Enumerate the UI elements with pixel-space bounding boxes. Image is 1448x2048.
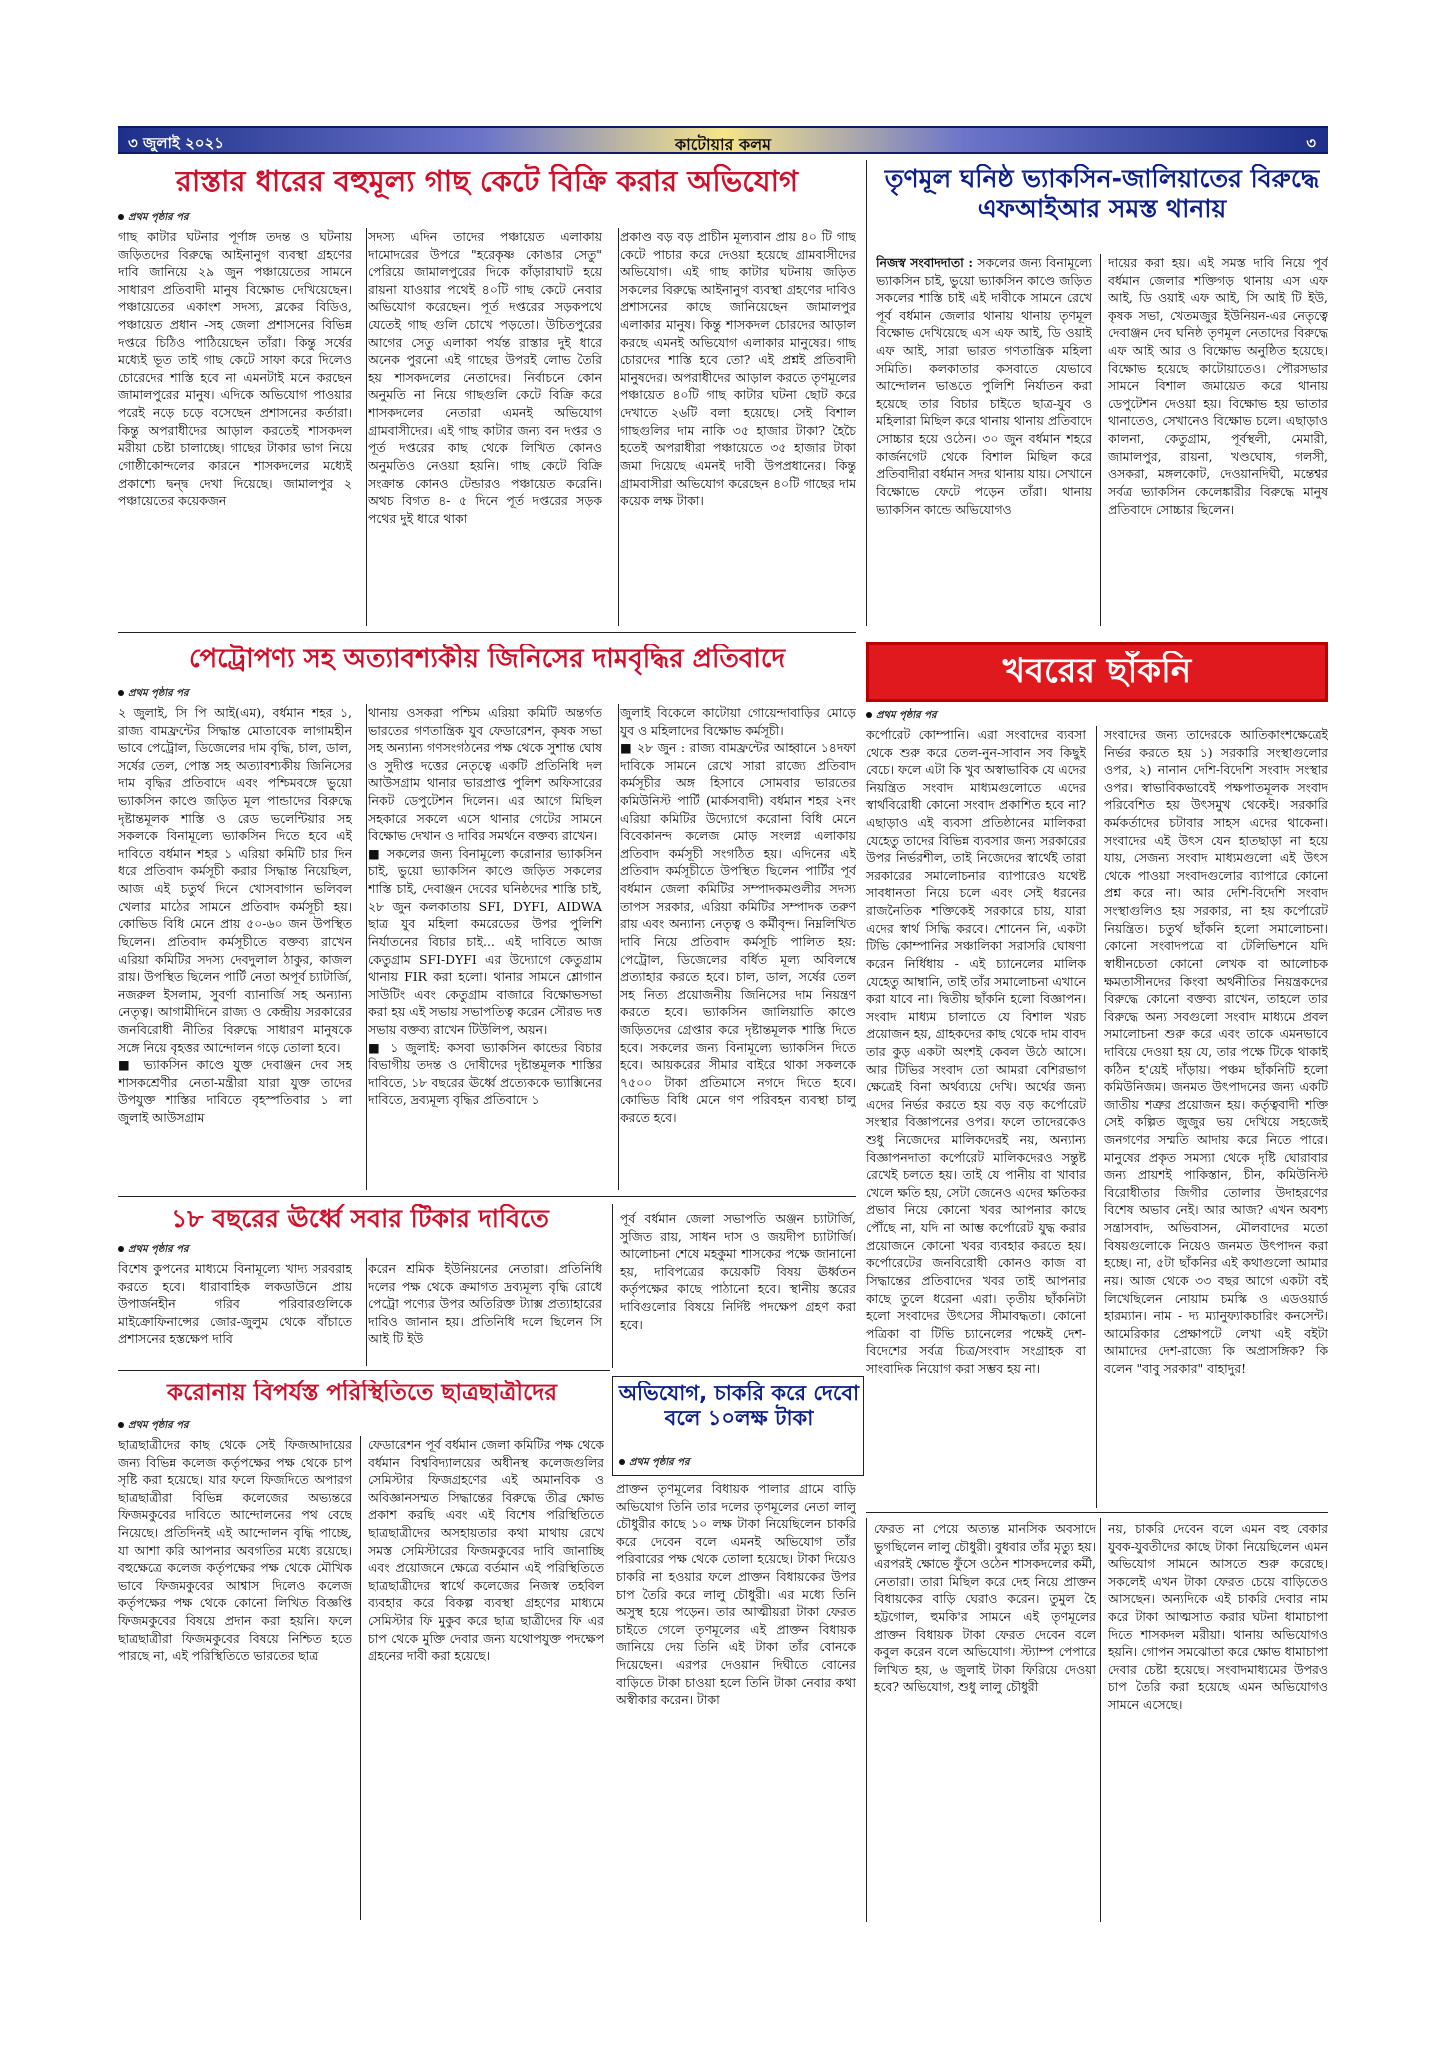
bullet-icon — [866, 712, 872, 718]
page-number: ৩ — [1306, 134, 1316, 152]
continued-tag — [118, 210, 418, 226]
petrol-para-5: ■ ১ জুলাই: কসবা ভ্যাকসিন কান্ডের বিচার বিভাগীয় তদন্ত ও দোষীদের দৃষ্টান্তমূলক শাস্তির দাবিতে, ১৮ বছরের ঊর্ধ্বে প্রত্যেককে ভ্যাক্সিনের দাবিতে, দ্রব্যমূল্য বৃদ্ধির প্রতিবাদে ১ — [368, 1039, 602, 1108]
continued-label: প্রথম পৃষ্ঠার পর — [876, 710, 937, 721]
headline-students: করোনায় বিপর্যস্ত পরিস্থিতিতে ছাত্রছাত্রীদের — [167, 1380, 557, 1406]
continued-tag — [118, 1242, 418, 1258]
paper-name: কাটোয়ার কলম — [674, 135, 772, 154]
shock-col-2: সংবাদের জন্য তাদেরকে আতিকাংশক্ষেত্রেই নির্ভর করতে হয় ১) সরকারি সংস্থাগুলোর ওপর, ২) নানান দেশি-বিদেশি সংবাদ সংস্থার ওপর। স্বাভাবিকভাবেই পক্ষপাতমূলক সংবাদ পরিবেশিত হয় উৎসমুখ থেকেই। সরকারি কর্মকর্তাদের চটাবার সাহস এদের থাকেনা। সংবাদের এই উৎস যেন হাতছাড়া না হয়ে যায়, সেজন্য সংবাদ মাধ্যমগুলো এই উৎস থেকে পাওয়া সংবাদগুলোর ব্যাপারে কোনো প্রশ্ন করে না। আর দেশি-বিদেশি সংবাদ সংস্থাগুলিও হয় সরকার, না হয় কর্পোরেট নিয়ন্ত্রিত। চতুর্থ ছাঁকনি হলো সমালোচনা। কোনো সংবাদপত্রে বা টেলিভিশনে যদি স্বাধীনচেতা কোনো লেখক বা আলোচক ক্ষমতাসীনদের কিংবা অর্থনীতির নিয়ন্ত্রকদের বিরুদ্ধে কোনো বক্তব্য রাখেন, তাহলে তার বিরুদ্ধে অন্য সবগুলো সংবাদ মাধ্যমে প্রবল সমালোচনা শুরু করে এবং তাকে এমনভাবে দাবিয়ে দেওয়া হয় যে, তার পক্ষে টিকে থাকাই কঠিন হ'য়েই দাঁড়ায়। পঞ্চম ছাঁকনিটি হলো কমিউনিজম। জনমত উৎপাদনের জন্য একটি জাতীয় শত্রুর প্রয়োজন হয়। কর্তৃত্ববাদী শক্তি সেই কল্পিত জুজুর ভয় দেখিয়ে সহজেই জনগণের সম্মতি আদায় করে নিতে পারে। মানুষের প্রকৃত সমস্যা থেকে দৃষ্টি ঘোরাবার জন্য প্রায়শই পাকিস্তান, চীন, কমিউনিস্ট বিরোধীতার জিগীর তোলার উদাহরণের বিশেষ অভাব নেই। আর আজ? এখন অবশ্য সন্ত্রাসবাদ, অভিবাসন, মৌলবাদের মতো বিষয়গুলোকে নিয়েও জনমত উৎপাদন করা হচ্ছে। না, ৫টা ছাঁকনির এই কথাগুলো আমার নয়। আজ থেকে ৩৩ বছর আগে একটা বই লিখেছিলেন নোয়াম চমস্কি ও এডওয়ার্ড হারম্যান। নাম - দ্য ম্যানুফ্যাকচারিং কনসেন্ট। আমেরিকার প্রেক্ষাপটে লেখা এই বইটা আমাদের দেশ-রাজ্যে কি অপ্রাসঙ্গিক? কি বলেন "বাবু সরকার" বাহাদুর! — [1104, 727, 1328, 1376]
job-col-2: ফেরত না পেয়ে অত্যন্ত মানসিক অবসাদে ভুগছিলেন লালু চৌধুরী। বুধবার তাঁর মৃত্যু হয়। এরপরই ক্ষোভে ফুঁসে ওঠেন শাসকদলের কর্মী, নেতারা। তারা মিছিল করে দেহ নিয়ে প্রাক্তন বিধায়কের বাড়ি ঘেরাও করেন। তুমুল হৈ হট্টগোল, হুমকি'র সামনে এই তৃণমূলের প্রাক্তন বিধায়ক টাকা ফেরত দেবেন বলে কবুল করেন বলে অভিযোগ। স্ট্যাম্প পেপারে লিখিত হয়, ৬ জুলাই টাকা ফিরিয়ে দেওয়া হবে? অভিযোগ, শুধু লালু চৌধুরী — [874, 1521, 1096, 1695]
byline: নিজস্ব সংবাদদাতা : — [876, 255, 974, 270]
petrol-para-1: ২ জুলাই, সি পি আই(এম), বর্ধমান শহর ১, রাজ্য বামফ্রন্টের সিদ্ধান্ত মোতাবেক লাগামহীন ভাবে পেট্রোল, ডিজেলের দাম বৃদ্ধি, চাল, ডাল, সর্ষের তেল, পোস্ত সহ অত্যাবশ্যকীয় জিনিসের দাম বৃদ্ধির প্রতিবাদে এবং পশ্চিমবঙ্গে ভুয়ো ভ্যাকসিন কাণ্ডে জড়িত মূল পান্ডাদের বিরুদ্ধে দৃষ্টান্তমূলক শাস্তি ও রেড ভলেন্টিয়ার সহ সকলকে বিনামূল্যে ভ্যাকসিন দিতে হবে এই দাবিতে বর্ধমান শহর ১ এরিয়া কমিটি চার দিন ধরে প্রতিবাদ কর্মসূচী করার সিদ্ধান্ত নিয়েছিল, আজ এই চতুর্থ দিনে খোসবাগান ভলিবল খেলার মাঠের সামনে প্রতিবাদ কর্মসূচী হয়। কোভিড বিধি মেনে প্রায় ৫০-৬০ জন উপস্থিত ছিলেন। প্রতিবাদ কর্মসূচীতে বক্তব্য রাখেন এরিয়া কমিটির সদস্য দেবদুলাল ঠাকুর, কাজল রায়। উপস্থিত ছিলেন পার্টি নেতা অপূর্ব চ্যাটার্জি, নজরুল ইসলাম, সুবর্ণা ব্যানার্জি সহ অন্যান্য নেতৃত্ব। আগামীদিনে রাজ্য ও কেন্দ্রীয় সরকারের জনবিরোধী নীতির বিরুদ্ধে সাধারণ মানুষকে সঙ্গে নিয়ে বৃহত্তর আন্দোলন গড়ে তোলা হবে। — [118, 705, 352, 1055]
continued-tag — [619, 1455, 849, 1471]
headline-shock: খবরের ছাঁকনি — [1002, 651, 1192, 691]
article-petrol — [118, 640, 856, 1192]
petrol-col-2 — [368, 704, 602, 1192]
continued-tag — [866, 708, 1086, 724]
continued-label: প্রথম পৃষ্ঠার পর — [128, 1244, 189, 1255]
shock-headline-box — [866, 642, 1328, 702]
job-col-3: নয়, চাকরি দেবেন বলে এমন বহু বেকার যুবক-যুবতীদের কাছে টাকা নিয়েছিলেন এমন অভিযোগ সামনে আসতে শুরু করেছে। সকলেই এখন টাকা ফেরত চেয়ে বাড়িতেও আসছেন। অন্যদিকে এই চাকরি দেবার নাম করে টাকা আত্মসাত করার ঘটনা ধামাচাপা দিতে শাসকদল মরীয়া। থানায় অভিযোগও হয়নি। গোপন সমঝোতা করে ক্ষোভ ধামাচাপা দেবার চেষ্টা হয়েছে। সংবাদমাধ্যমের উপরও চাপ তৈরি করা হয়েছে এমন অভিযোগও সামনে এসেছে। — [1108, 1521, 1328, 1713]
issue-date: ৩ জুলাই ২০২১ — [128, 134, 224, 152]
job-col-1: প্রাক্তন তৃণমূলের বিধায়ক পালার গ্রামে বাড়ি অভিযোগ তিনি তার দলের তৃণমূলের নেতা লালু চৌধুরীর কাছে ১০ লক্ষ টাকা নিয়েছিলেন চাকরি করে দেবেন বলে এমনই অভিযোগ তাঁর পরিবারের পক্ষ থেকে তোলা হয়েছে। টাকা দিয়েও চাকরি না হওয়ার ফলে প্রাক্তন বিধায়কের উপর চাপ তৈরি করে লালু চৌধুরী। এর মধ্যে তিনি অসুস্থ হয়ে পড়েন। তার আত্মীয়রা টাকা ফেরত চাইতে গেলে তৃণমূলের এই প্রাক্তন বিধায়ক জানিয়ে দেয় তিনি এই টাকা তাঁর বোনকে দিয়েছেন। এরপর দেওয়ান দিঘীতে বোনের বাড়িতে টাকা চাওয়া হলে তিনি টাকা নেবার কথা অস্বীকার করেন। টাকা — [616, 1481, 856, 1708]
continued-label: প্রথম পৃষ্ঠার পর — [629, 1457, 690, 1468]
headline-age18: ১৮ বছরের ঊর্ধ্বে সবার টিকার দাবিতে — [171, 1204, 549, 1233]
bullet-icon — [118, 1246, 124, 1252]
vaccine-fir-col-1 — [876, 254, 1092, 628]
headline-petrol: পেট্রোপণ্য সহ অত্যাবশ্যকীয় জিনিসের দামবৃদ্ধির প্রতিবাদে — [188, 644, 786, 674]
students-col-1: ছাত্রছাত্রীদের কাছ থেকে সেই ফিজআদায়ের জন্য বিভিন্ন কলেজ কর্তৃপক্ষের পক্ষ থেকে চাপ সৃষ্টি করা হয়েছে। যার ফলে ফিজদিতে অপারগ ছাত্রছাত্রীরা বিভিন্ন কলেজের অভ্যন্তরে ফিজমকুবের দাবিতে আন্দোলনের পথ বেছে নিয়েছে। প্রতিদিনই এই আন্দোলন বৃদ্ধি পাচ্ছে, যা আশা করি আপনার অবগতির মধ্যে রয়েছে। বহুক্ষেত্রে কলেজ কর্তৃপক্ষের পক্ষ থেকে মৌখিক ভাবে ফিজমকুবের আশ্বাস দিলেও কলেজ কর্তৃপক্ষের পক্ষ থেকে কোনো লিখিত বিজ্ঞপ্তি ফিজমকুবের বিষয়ে প্রদান করা হয়নি। ফলে ছাত্রছাত্রীরা ফিজমকুবের বিষয়ে নিশ্চিত হতে পারছে না, এই পরিস্থিতিতে ভারতের ছাত্র — [118, 1437, 352, 1664]
bullet-icon — [118, 1422, 124, 1428]
trees-col-1: গাছ কাটার ঘটনার পূর্ণাঙ্গ তদন্ত ও ঘটনায় জড়িতদের বিরুদ্ধে আইনানুগ ব্যবস্থা গ্রহণের দাবি জানিয়ে ২৯ জুন পঞ্চায়েতের সামনে সাধারণ প্রতিবাদী মানুষ বিক্ষোভ দেখিয়েছেন। পঞ্চায়েতের একাংশ সদস্য, ব্লকের বিডিও, পঞ্চায়েত প্রধান -সহ জেলা প্রশাসনের বিভিন্ন দপ্তরে চিঠিও পাঠিয়েছেন তাঁরা। কিন্তু সর্ষের মধ্যেই ভূত তাই গাছ কেটে সাফা করে দিলেও চোরেদের শাস্তি হবে না এমনটাই মনে করছেন জামালপুরের মানুষ। এদিকে অভিযোগ পাওয়ার পরেই নড়ে চড়ে বসেছেন প্রশাসনের কর্তারা। কিন্তু অপরাধীদের আড়াল করতেই শাসকদল মরীয়া চেষ্টা চালাচ্ছে। গাছের টাকার ভাগ নিয়ে গোষ্ঠীকোন্দলের কারনে শাসকদলের মধ্যেই প্রকাশ্যে দ্বন্দ্ব দেখা দিয়েছে। জামালপুর ২ পঞ্চায়েতের কয়েকজন — [118, 229, 352, 509]
article-shock — [866, 706, 1328, 1512]
continued-label: প্রথম পৃষ্ঠার পর — [128, 688, 189, 699]
bullet-icon — [619, 1459, 625, 1465]
article-vaccine-fir — [876, 160, 1328, 630]
headline-vaccine-fir: তৃণমূল ঘনিষ্ঠ ভ্যাকসিন-জালিয়াতের বিরুদ্ধে এফআইআর সমস্ত থানায় — [884, 164, 1320, 223]
shock-col-1: কর্পোরেট কোম্পানি। এরা সংবাদের ব্যবসা থেকে শুরু করে তেল-নুন-সাবান সব কিছুই বেচে। ফলে এটা কি খুব অস্বাভাবিক যে এদের নিয়ন্ত্রিত সংবাদ মাধ্যমগুলোতে এদের স্বার্থবিরোধী কোনো সংবাদ প্রকাশিত হবে না? এছাড়াও এই ব্যবসা প্রতিষ্ঠানের মালিকরা যেহেতু তাদের বিভিন্ন ব্যবসার জন্য সরকারের উপর নির্ভরশীল, তাই নিজেদের স্বার্থেই তারা সরকারের সমালোচনার ব্যাপারেও যথেষ্ট সাবধানতা নিয়ে চলে এবং সেই ধরনের রাজনৈতিক শক্তিকেই সরকারে চায়, যারা এদের স্বার্থ সিদ্ধি করবে। শোনেন নি, একটা টিভি কোম্পানির সঞ্চালিকা সরাসরি ঘোষণা করেন নির্ধিধায় - এই চ্যানেলের মালিক যেহেতু আম্বানি, তাই তাঁর সমালোচনা এখানে করা যাবে না। দ্বিতীয় ছাঁকনি হলো বিজ্ঞাপন। সংবাদ মাধ্যম চালাতে যে বিশাল খরচ প্রয়োজন হয়, গ্রাহকদের কাছ থেকে দাম বাবদ তার কুড় একটা অংশই কেবল উঠে আসে। আর টিভির সংবাদ তো আমরা বেশিরভাগ ক্ষেত্রেই বিনা অর্থব্যয়ে দেখি। অর্থের জন্য এদের নির্ভর করতে হয় বড় বড় কর্পোরেট সংস্থার বিজ্ঞাপনের ওপর। ফলে তাদেরকেও শুধু নিজেদের মালিকদেরই নয়, অন্যান্য বিজ্ঞাপনদাতা কর্পোরেট মালিকদেরও সন্তুষ্ট রেখেই চলতে হয়। তাই যে পানীয় বা খাবার খেলে ক্ষতি হয়, সেটা জেনেও এদের ক্ষতিকর প্রভাব নিয়ে কোনো খবর আপনার কাছে পৌঁছে না, যদি না আম্ভ কর্পোরেট যুদ্ধ করার প্রয়োজনে কোনো খবর ব্যবহার করতে হয়। কর্পোরেটের জনবিরোধী কোনও কাজ বা সিদ্ধান্তের প্রতিবাদের খবর তাই আপনার কাছে তুলে ধরেনা এরা। তৃতীয় ছাঁকনিটা হলো সংবাদের উৎসের সীমাবদ্ধতা। কোনো পত্রিকা বা টিভি চ্যানেলের পক্ষেই দেশ-বিদেশের সর্বত্র চিত্র/সংবাদ সংগ্রাহক বা সাংবাদিক নিয়োগ করা সম্ভব হয় না। — [866, 727, 1086, 1376]
students-col-2: ফেডারেশন পূর্ব বর্ধমান জেলা কমিটির পক্ষ থেকে বর্ধমান বিশ্ববিদ্যালয়ের অধীনস্থ কলেজগুলির সেমিস্টার ফিজগ্রহণের এই অমানবিক ও অবিজ্ঞানসম্মত সিদ্ধান্তের বিরুদ্ধে তীব্র ক্ষোভ প্রকাশ করছি এবং এই বিশেষ পরিস্থিতিতে ছাত্রছাত্রীদের অসহায়তার কথা মাথায় রেখে সমস্ত সেমিস্টারের ফিজমকুবের দাবি জানাচ্ছি এবং প্রয়োজনে ক্ষেত্রে বর্তমান এই পরিস্থিতিতে ছাত্রছাত্রীদের স্বার্থে কলেজের নিজস্ব তহবিল ব্যবহার করে বিকল্প ব্যবস্থা গ্রহণের মাধ্যমে সেমিস্টার ফি মুকুব করে ছাত্র ছাত্রীদের ফি এর চাপ থেকে মুক্তি দেবার জন্য যথোপযুক্ত পদক্ষেপ গ্রহনের দাবী করা হয়েছে। — [368, 1437, 604, 1664]
petrol-col-3 — [620, 704, 856, 1192]
continued-label: প্রথম পৃষ্ঠার পর — [128, 1420, 189, 1431]
vaccine-fir-body-1: সকলের জন্য বিনামূল্যে ভ্যাকসিন চাই, ভুয়ো ভ্যাকসিন কাণ্ডে জড়িত সকলের শাস্তি চাই এই দাবীকে সামনে রেখে পূর্ব বর্ধমান জেলার থানায় থানায় তৃণমূল বিক্ষোভ দেখিয়েছে এস এফ আই, ডি ওয়াই এফ আই, সারা ভারত গণতান্ত্রিক মহিলা সমিতি। কলকাতার কসবাতে যেভাবে আন্দোলন ভাঙতে পুলিশি নির্যাতন করা হয়েছে তার বিচার চাইতে ছাত্র-যুব ও মহিলারা মিছিল করে থানায় থানায় প্রতিবাদে সোচ্চার হয়ে ওঠেন। ৩০ জুন বর্ধমান শহরে কার্জনগেট থেকে বিশাল মিছিল করে প্রতিবাদীরা বর্ধমান সদর থানায় যায়। সেখানে বিক্ষোভে ফেটে পড়েন তাঁরা। থানায় ভ্যাকসিন কান্ডে অভিযোগও — [876, 255, 1092, 517]
job-headline-box — [612, 1376, 864, 1476]
header-band — [118, 126, 1328, 154]
headline-trees: রাস্তার ধারের বহুমূল্য গাছ কেটে বিক্রি করার অভিযোগ — [175, 164, 799, 198]
trees-col-2: সদস্য এদিন তাদের পঞ্চায়েত এলাকায় দামোদরের উপরে "হরেকৃষ্ণ কোঙার সেতু" পেরিয়ে জামালপুরের দিকে কাঁড়ারাঘাট হয়ে রায়না যাওয়ার পথেই ৪০টি গাছ কেটে নেবার অভিযোগ করেছেন। পূর্ত দপ্তরের সড়কপথে যেতেই গাছ গুলি চোখে পড়তো। উচিতপুরের আগের সেতু এলাকা পর্যন্ত রাস্তার দুই ধারে অনেক পুরনো এই গাছের উপরই লোভ তৈরি হয় শাসকদলের নেতাদের। নির্বাচনে কোন অনুমতি না নিয়ে গাছগুলি কেটে বিক্রি করে শাসকদলের নেতারা এমনই অভিযোগ গ্রামবাসীদের। এই গাছ কাটার জন্য বন দপ্তর ও পূর্ত দপ্তরের কাছ থেকে লিখিত কোনও অনুমতিও নেওয়া হয়নি। গাছ কেটে বিক্রি সংক্রান্ত কোনও টেন্ডারও পঞ্চায়েত করেনি। অথচ বিগত ৪- ৫ দিনে পূর্ত দপ্তরের সড়ক পথের দুই ধারে থাকা — [368, 229, 602, 526]
age18-col-1: বিশেষ কুপনের মাধ্যমে বিনামূল্যে খাদ্য সরবরাহ করতে হবে। ধারাবাহিক লকডাউনে প্রায় উপার্জনহীন গরিব পরিবারগুলিকে মাইক্রোফিনান্সের জোর-জুলুম থেকে বাঁচাতে প্রশাসনের হস্তক্ষেপ দাবি — [118, 1261, 352, 1347]
headline-job: অভিযোগ, চাকরি করে দেবো বলে ১০লক্ষ টাকা — [618, 1381, 860, 1431]
age18-col-3: পূর্ব বর্ধমান জেলা সভাপতি অঞ্জন চ্যাটার্জি, সুজিত রায়, সাধন দাস ও জয়দীপ চ্যাটার্জি। আলোচনা শেষে মহকুমা শাসকের পক্ষে জানানো হয়, দাবিপত্রের কয়েকটি বিষয় ঊর্ধ্বতন কর্তৃপক্ষের কাছে পাঠানো হবে। স্থানীয় স্তরের দাবিগুলোর বিষয়ে নির্দিষ্ট পদক্ষেপ গ্রহণ করা হবে। — [620, 1211, 856, 1332]
vaccine-fir-col-2: দায়ের করা হয়। এই সমস্ত দাবি নিয়ে পূর্ব বর্ধমান জেলার শক্তিগড় থানায় এস এফ আই, ডি ওয়াই এফ আই, সি আই টি ইউ, কৃষক সভা, খেতমজুর ইউনিয়ন-এর নেতৃত্বে দেবাঞ্জন দেব ঘনিষ্ঠ তৃণমূল নেতাদের বিরুদ্ধে এফ আই আর ও বিক্ষোভ অনুষ্ঠিত হয়েছে। বিক্ষোভ হয়েছে কাটোয়াতেও। পৌরসভার সামনে বিশাল জমায়েত করে থানায় ডেপুটেশন দেওয়া হয়। বিক্ষোভ হয় ভাতার থানাতেও, সেখানেও বিক্ষোভ চলে। এছাড়াও কালনা, কেতুগ্রাম, পূর্বস্থলী, মেমারী, জামালপুর, রায়না, খণ্ডঘোষ, গলসী, ওসকরা, মঙ্গলকোট, দেওয়ানদিঘী, মন্তেশ্বর সর্বত্র ভ্যাকসিন কেলেঙ্কারীর বিরুদ্ধে মানুষ প্রতিবাদে সোচ্চার ছিলেন। — [1108, 255, 1328, 517]
continued-tag — [118, 1418, 418, 1434]
article-trees — [118, 160, 856, 630]
trees-col-3: প্রকাণ্ড বড় বড় প্রাচীন মূল্যবান প্রায় ৪০ টি গাছ কেটে পাচার করে দেওয়া হয়েছে গ্রামবাসীদের অভিযোগ। এই গাছ কাটার ঘটনায় জড়িত সকলের বিরুদ্ধে আইনানুগ ব্যবস্থা গ্রহণের দাবিও প্রশাসনের কাছে জানিয়েছেন জামালপুর এলাকার মানুষ। কিন্তু শাসকদল চোরদের আড়াল করছে এমনই অভিযোগ এলাকার মানুষের। গাছ চোরদের শাস্তি হবে তো? এই প্রশ্নই প্রতিবাদী মানুষদের। অপরাধীদের আড়াল করতে তৃণমূলের পঞ্চায়েত ৪০টি গাছ কাটার ঘটনা ছোট করে দেখাতে ২৬টি বলা হয়েছে। সেই বিশাল গাছগুলির দাম নাকি ৩৫ হাজার টাকা? হৈচৈ হতেই অপরাধীরা পঞ্চায়েতে ৩৫ হাজার টাকা জমা দিয়েছে এমনই দাবী উপপ্রধানের। কিন্তু গ্রামবাসীরা অভিযোগ করেছেন ৪০টি গাছের দাম কয়েক লক্ষ টাকা। — [620, 229, 856, 509]
petrol-col-1 — [118, 704, 352, 1192]
petrol-para-2: ■ ভ্যাকসিন কাণ্ডে যুক্ত দেবাঞ্জন দেব সহ শাসকশ্রেণীর নেতা-মন্ত্রীরা যারা যুক্ত তাদের উপযুক্ত শাস্তির দাবিতে বৃহস্পতিবার ১ লা জুলাই আউসগ্রাম — [118, 1057, 352, 1126]
bullet-icon — [118, 214, 124, 220]
continued-tag — [118, 686, 418, 702]
petrol-para-4: ■ সকলের জন্য বিনামূল্যে করোনার ভ্যাকসিন চাই, ভুয়ো ভ্যাকসিন কাণ্ডে জড়িত সকলের শাস্তি চাই, দেবাঞ্জন দেবের ঘনিষ্ঠদের শাস্তি চাই, ২৮ জুন কলকাতায় SFI, DYFI, AIDWA ছাত্র যুব মহিলা কমরেডের উপর পুলিশি নির্যাতনের বিচার চাই... এই দাবিতে আজ কেতুগ্রাম SFI-DYFI এর উদ্যোগে কেতুগ্রাম থানায় FIR করা হলো। থানার সামনে শ্লোগান সাউটিং এবং কেতুগ্রাম বাজারে বিক্ষোভসভা করা হয় এই সভায় সভাপতিত্ব করেন সৌরভ দত্ত সভায় বক্তব্য রাখেন টিউলিপ, অয়ন। — [368, 845, 602, 1037]
petrol-para-6: জুলাই বিকেলে কাটোয়া গোয়েন্দাবাড়ির মোড়ে যুব ও মহিলাদের বিক্ষোভ কর্মসূচী। — [620, 705, 856, 738]
continued-label: প্রথম পৃষ্ঠার পর — [128, 212, 189, 223]
age18-col-2: করেন শ্রমিক ইউনিয়নের নেতারা। প্রতিনিধি দলের পক্ষ থেকে ক্রমাগত দ্রব্যমূল্য বৃদ্ধি রোধে পেট্রো পণ্যের উপর অতিরিক্ত ট্যাক্স প্রত্যাহারের দাবিও জানান হয়। প্রতিনিধি দলে ছিলেন সি আই টি ইউ — [368, 1261, 602, 1347]
article-students — [118, 1376, 606, 1924]
bullet-icon — [118, 690, 124, 696]
petrol-para-7: ■ ২৮ জুন : রাজ্য বামফ্রন্টের আহ্বানে ১৪দফা দাবিকে সামনে রেখে সারা রাজ্যে প্রতিবাদ কর্মসূচীর অঙ্গ হিসাবে সোমবার ভারতের কমিউনিস্ট পার্টি (মার্কসবাদী) বর্ধমান শহর ২নং এরিয়া কমিটির উদ্যোগে করোনা বিধি মেনে বিবেকানন্দ কলেজ মোড় সংলগ্ন এলাকায় প্রতিবাদ কর্মসূচী সংগঠিত হয়। এদিনের এই প্রতিবাদ কর্মসূচীতে উপস্থিত ছিলেন পার্টির পূর্ব বর্ধমান জেলা কমিটির সম্পাদকমণ্ডলীর সদস্য তাপস সরকার, এরিয়া কমিটির সম্পাদক তরুণ রায় এবং অন্যান্য নেতৃত্ব ও কর্মীবৃন্দ। নিম্নলিখিত দাবি নিয়ে প্রতিবাদ কর্মসূচি পালিত হয়: পেট্রোল, ডিজেলের বর্ধিত মূল্য অবিলম্বে প্রত্যাহার করতে হবে। চাল, ডাল, সর্ষের তেল সহ নিত্য প্রয়োজনীয় জিনিসের দাম নিয়ন্ত্রণ করতে হবে। ভ্যাকসিন জালিয়াতি কাণ্ডে জড়িতদের গ্রেপ্তার করে দৃষ্টান্তমূলক শাস্তি দিতে হবে। সকলের জন্য বিনামূল্যে ভ্যাকসিন দিতে হবে। আয়করের সীমার বাইরে থাকা সকলকে ৭৫০০ টাকা প্রতিমাসে নগদে দিতে হবে। কোভিড বিধি মেনে গণ পরিবহন ব্যবস্থা চালু করতে হবে। — [620, 740, 856, 1126]
petrol-para-3: থানায় ওসকরা পশ্চিম এরিয়া কমিটি অন্তর্গত ভারতের গণতান্ত্রিক যুব ফেডারেশন, কৃষক সভা সহ অন্যান্য গণসংগঠনের পক্ষ থেকে সুশান্ত ঘোষ ও সুদীপ্ত দত্তের নেতৃত্বে একটি প্রতিনিধি দল আউসগ্রাম থানার ভারপ্রাপ্ত পুলিশ অফিসারের নিকট ডেপুটেশন দিলেন। এর আগে মিছিল সহকারে সকলে এসে থানার গেটের সামনে বিক্ষোভ দেখান ও দাবির সমর্থনে বক্তব্য রাখেন। — [368, 705, 602, 844]
